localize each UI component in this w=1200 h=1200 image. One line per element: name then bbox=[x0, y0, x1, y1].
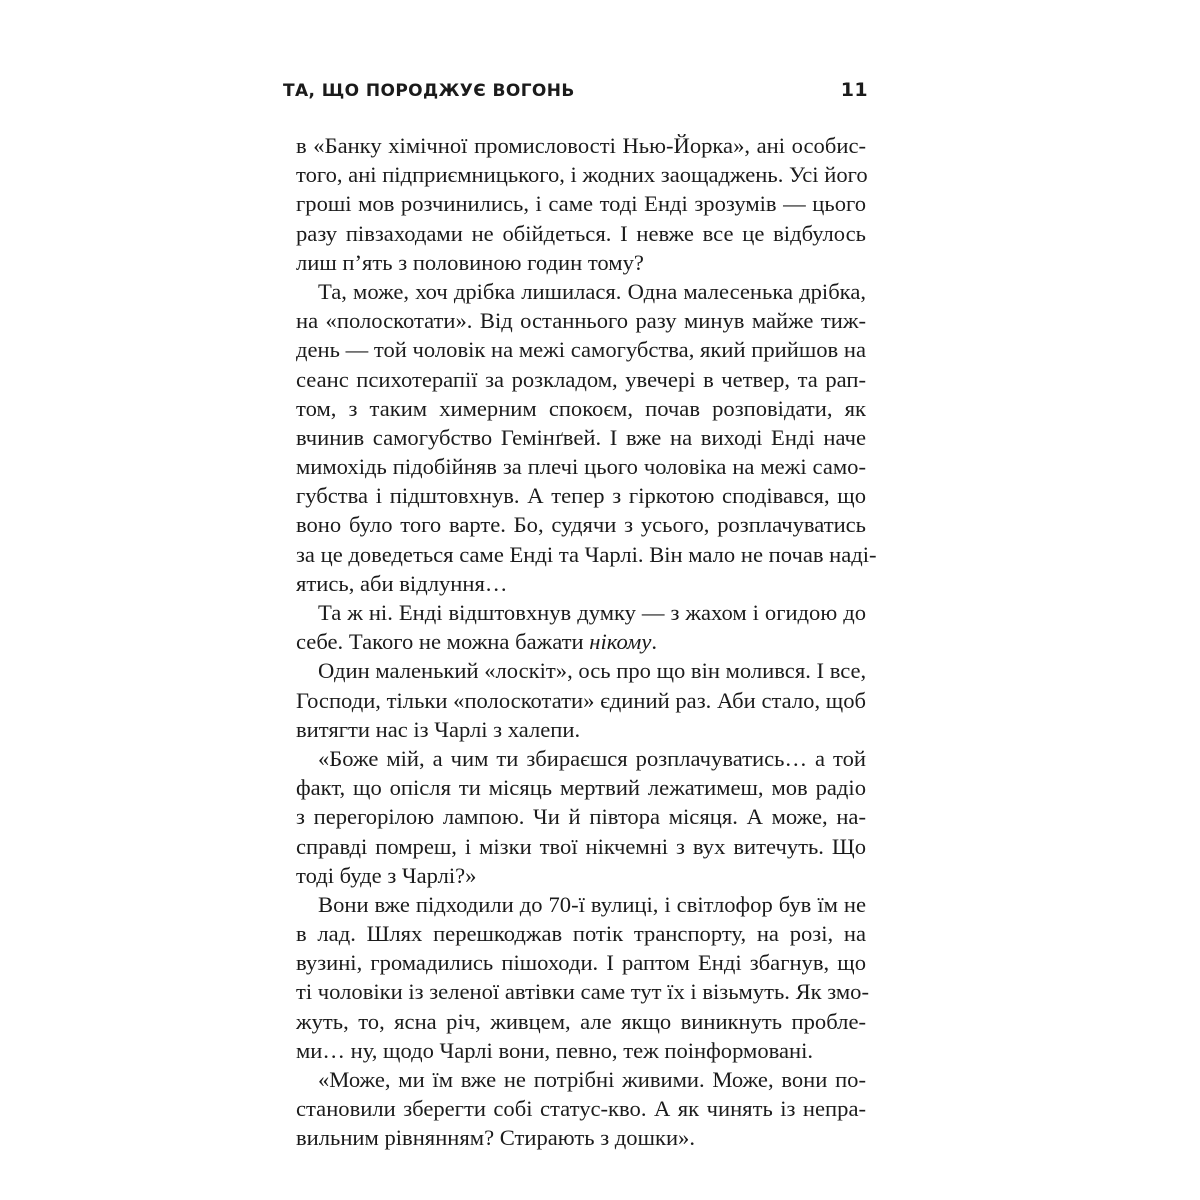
text-line: разу півзаходами не обійдеться. І невже все це відбулось bbox=[296, 220, 866, 246]
text-line: лиш п’ять з половиною годин тому? bbox=[296, 249, 644, 275]
paragraph bbox=[296, 1065, 866, 1153]
text-line: Один маленький «лоскіт», ось про що він молився. І все, bbox=[318, 658, 867, 684]
body-text bbox=[296, 131, 877, 1153]
paragraph bbox=[296, 598, 866, 656]
text-line: становили зберегти собі статус-кво. А як чинять із непра- bbox=[296, 1096, 866, 1122]
text-line: на «полоскотати». Від останнього разу минув майже тиж- bbox=[296, 308, 866, 334]
text-line: в лад. Шлях перешкоджав потік транспорту, на розі, на bbox=[296, 921, 866, 947]
text-line: Та ж ні. Енді відштовхнув думку — з жахом і огидою до bbox=[318, 600, 866, 625]
text-line: том, з таким химерним спокоєм, почав розповідати, як bbox=[296, 395, 866, 421]
text-line: за це доведеться саме Енді та Чарлі. Він мало не почав наді- bbox=[296, 541, 877, 567]
text-line: Вони вже підходили до 70-ї вулиці, і світлофор був їм не bbox=[318, 891, 866, 917]
text-line: вузині, громадились пішоходи. І раптом Енді збагнув, що bbox=[296, 950, 866, 976]
text-line: вильним рівнянням? Стирають з дошки». bbox=[296, 1125, 695, 1151]
paragraph bbox=[296, 131, 866, 277]
text-line: жуть, то, ясна річ, живцем, але якщо виникнуть пробле- bbox=[296, 1008, 866, 1034]
text-line: вчинив самогубство Гемінґвей. І вже на виході Енді наче bbox=[296, 424, 866, 450]
emphasis-word: нікому bbox=[589, 629, 652, 655]
text-line: з перегорілою лампою. Чи й півтора місяця. А може, на- bbox=[296, 804, 866, 830]
text-line: того, ані підприємницького, і жодних заощаджень. Усі його bbox=[296, 162, 868, 188]
text-line: витягти нас із Чарлі з халепи. bbox=[296, 716, 581, 742]
running-head bbox=[283, 73, 868, 107]
paragraph bbox=[296, 656, 866, 744]
text-line: в «Банку хімічної промисловості Нью-Йорка», ані особис- bbox=[296, 133, 866, 158]
text-line bbox=[296, 627, 866, 656]
text-line: Та, може, хоч дрібка лишилася. Одна малесенька дрібка, bbox=[318, 278, 866, 304]
paragraph bbox=[296, 890, 869, 1065]
text-line: сеанс психотерапії за розкладом, увечері в четвер, та рап- bbox=[296, 366, 866, 392]
text-line: справді помреш, і мізки твої нікчемні з вух витечуть. Що bbox=[296, 833, 866, 859]
running-title: ТА, ЩО ПОРОДЖУЄ ВОГОНЬ bbox=[283, 81, 575, 101]
page-number: 11 bbox=[840, 79, 868, 101]
text-line: ті чоловіки із зеленої автівки саме тут їх і візьмуть. Як змо- bbox=[296, 979, 869, 1005]
text-fragment: . bbox=[651, 629, 657, 655]
text-line: тоді буде з Чарлі?» bbox=[296, 862, 477, 888]
text-line: «Може, ми їм вже не потрібні живими. Може, вони по- bbox=[318, 1067, 866, 1092]
text-line: факт, що опісля ти місяць мертвий лежатимеш, мов радіо bbox=[296, 775, 866, 801]
text-line: «Боже мій, а чим ти збираєшся розплачуватись… а той bbox=[318, 745, 866, 771]
text-line: день — той чоловік на межі самогубства, який прийшов на bbox=[296, 337, 866, 363]
text-line: Господи, тільки «полоскотати» єдиний раз. Аби стало, щоб bbox=[296, 687, 866, 713]
text-fragment: себе. Такого не можна бажати bbox=[296, 629, 590, 655]
text-line: ятись, аби відлуння… bbox=[296, 570, 508, 596]
text-line: ми… ну, щодо Чарлі вони, певно, теж поінформовані. bbox=[296, 1037, 814, 1063]
paragraph bbox=[296, 744, 866, 890]
text-line: воно було того варте. Бо, судячи з усього, розплачуватись bbox=[296, 512, 866, 538]
text-line: мимохідь підобійняв за плечі цього чоловіка на межі само- bbox=[296, 454, 866, 480]
text-line: гроші мов розчинились, і саме тоді Енді зрозумів — цього bbox=[296, 191, 866, 217]
text-line: губства і підштовхнув. А тепер з гіркотою сподівався, що bbox=[296, 483, 866, 509]
paragraph bbox=[296, 277, 877, 598]
